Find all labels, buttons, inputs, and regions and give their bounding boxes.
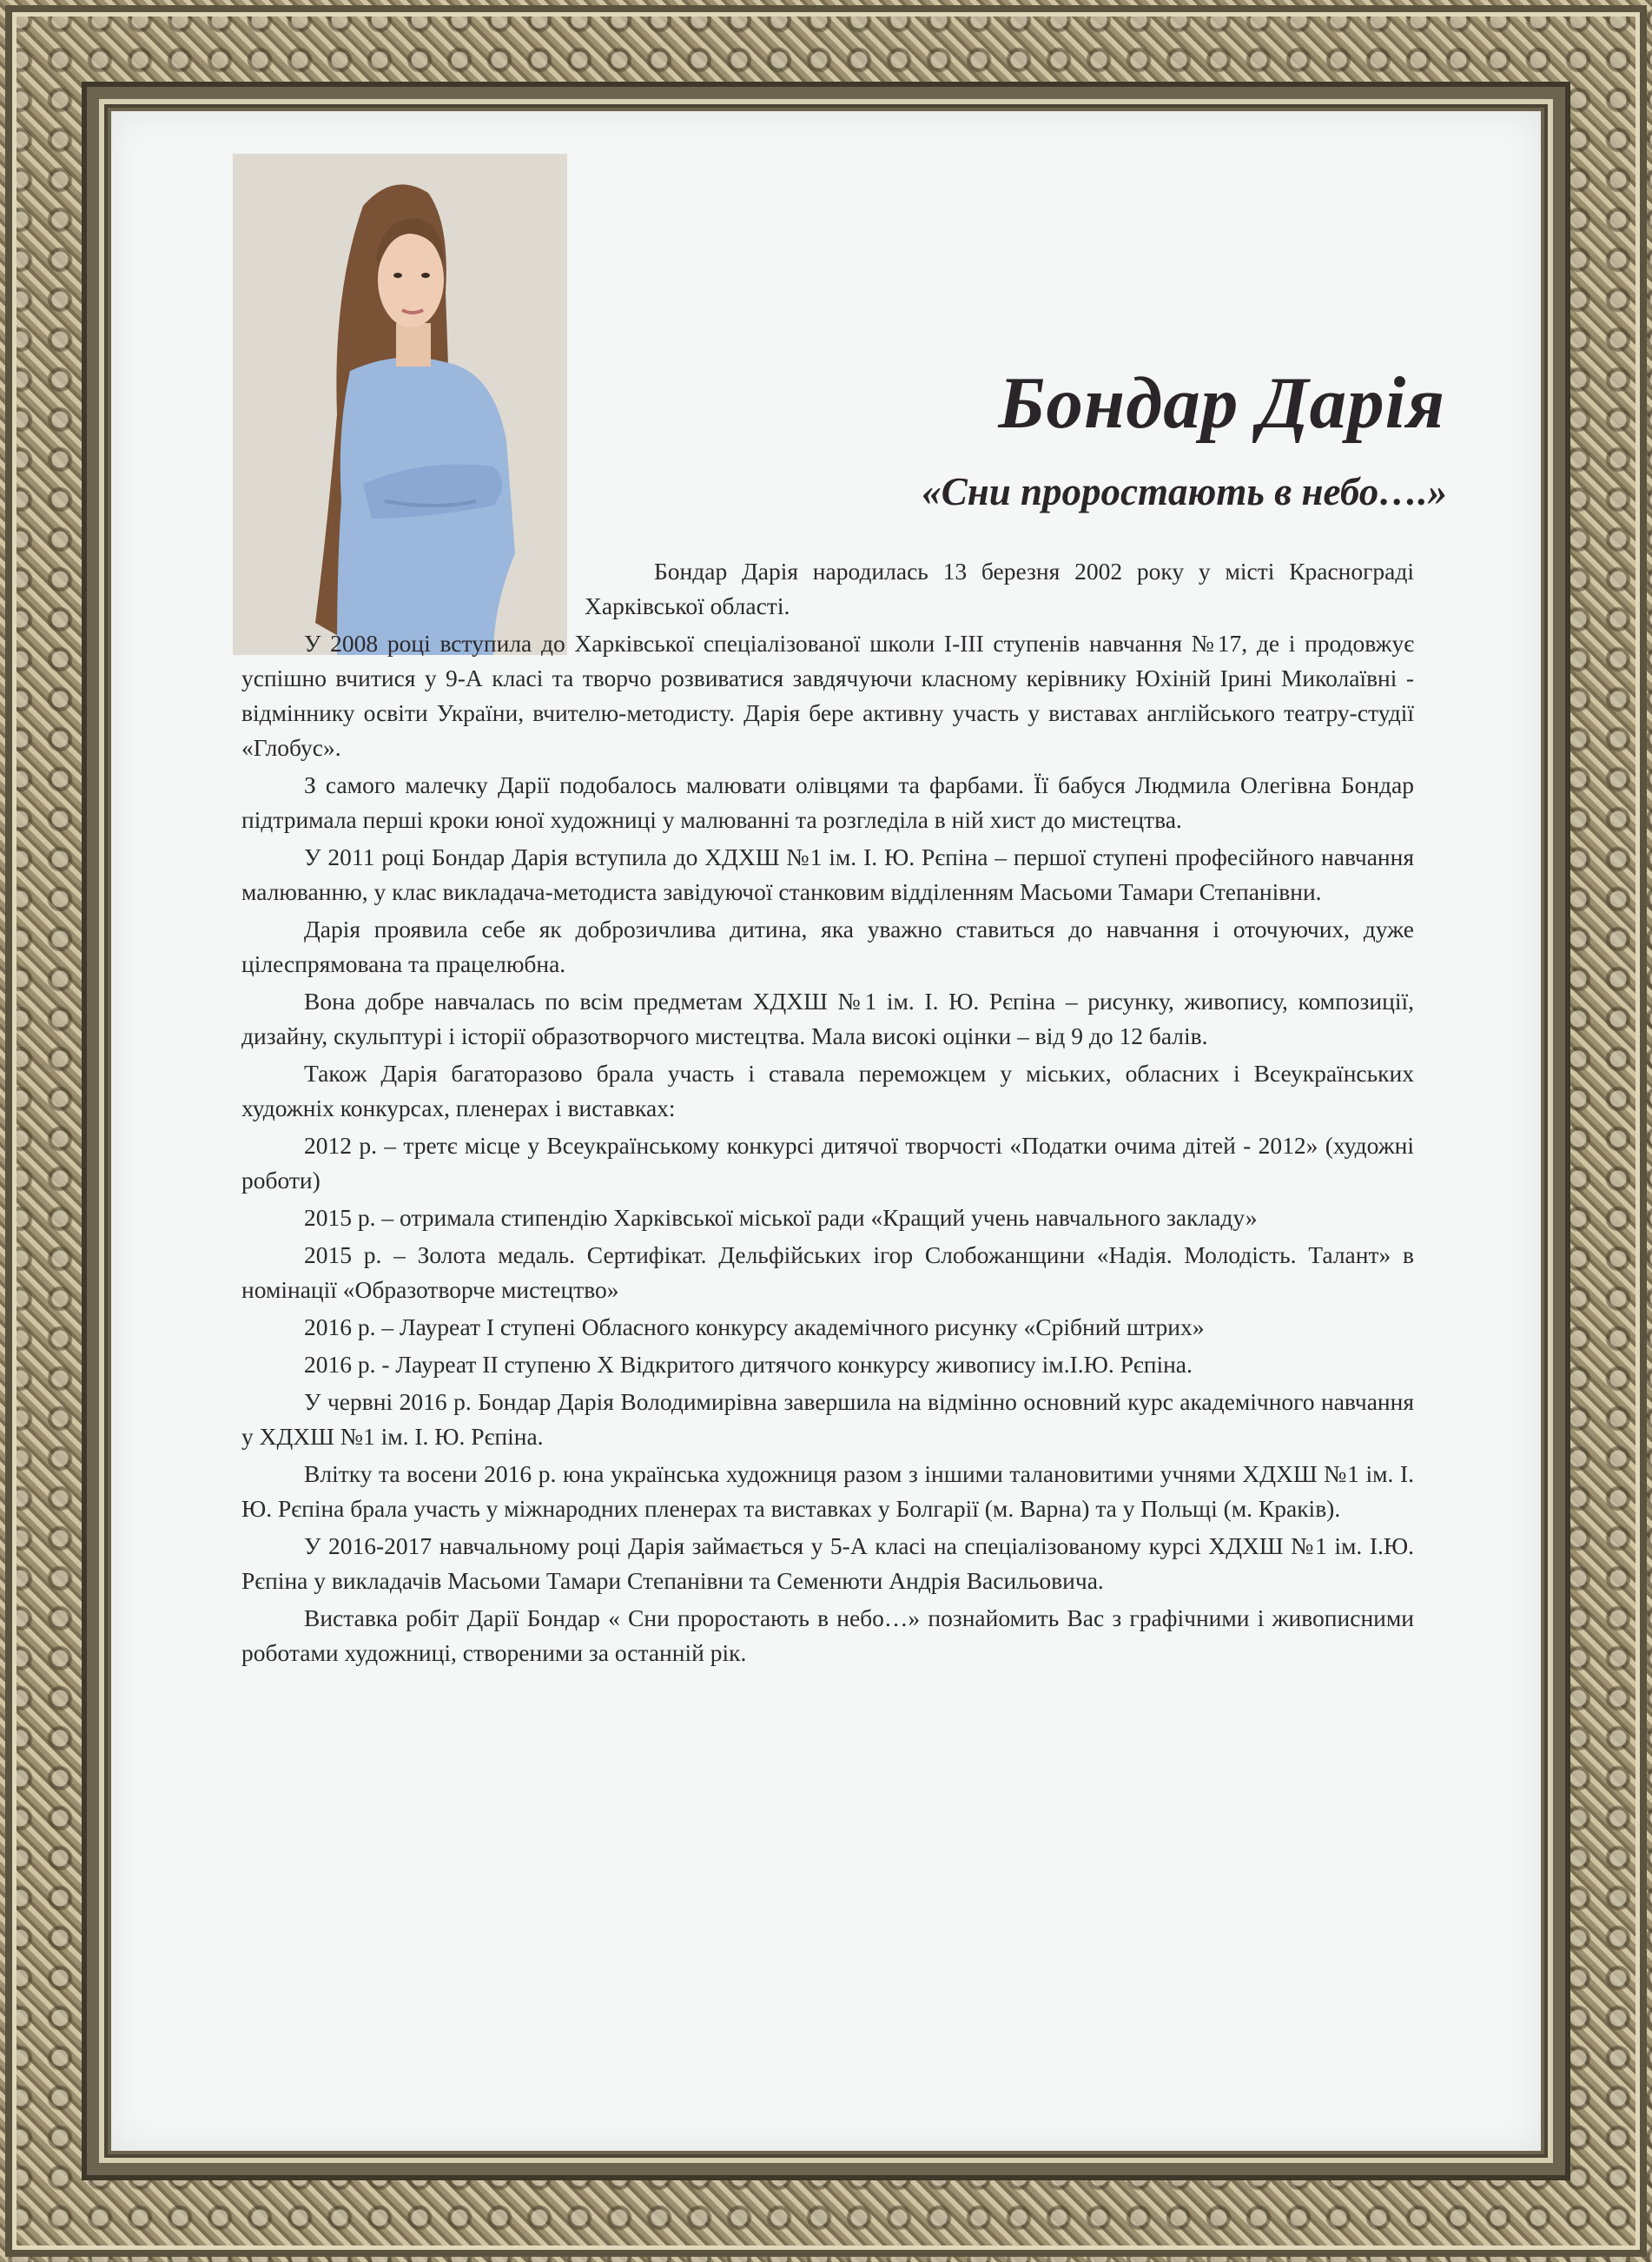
award-item: 2015 р. – отримала стипендію Харківської міської ради «Кращий учень навчального закладу» — [304, 1204, 1258, 1231]
award-item: 2015 р. – Золота медаль. Сертифікат. Дельфійських ігор Слобожанщини «Надія. Молодість. Талант» в номінації «Образотворче мистецтво» — [241, 1241, 1414, 1303]
paragraph-contests: Також Дарія багаторазово брала участь і ставала переможцем у міських, обласних і Всеукраїнських художніх конкурсах, пленерах і виставках: — [241, 1060, 1414, 1121]
paragraph-art-school: У 2011 році Бондар Дарія вступила до ХДХШ №1 ім. І. Ю. Рєпіна – першої ступені професійного навчання малюванню, у клас викладача-методиста завідуючої станковим відділенням Масьоми Тамари Степанівни. — [241, 843, 1414, 905]
award-item: 2016 р. – Лауреат І ступені Обласного конкурсу академічного рисунку «Срібний штрих» — [304, 1313, 1205, 1340]
biography-text — [241, 554, 1414, 1673]
paragraph-character: Дарія проявила себе як доброзичлива дитина, яка уважно ставиться до навчання і оточуючих, дуже цілеспрямована та працелюбна. — [241, 916, 1414, 977]
exhibition-title: «Сни проростають в небо….» — [922, 470, 1447, 513]
person-name-heading: Бондар Дарія — [998, 362, 1445, 444]
paragraph-plein-air: Влітку та восени 2016 р. юна українська художниця разом з іншими талановитими учнями ХДХШ №1 ім. І. Ю. Рєпіна брала участь у міжнародних пленерах та виставках у Болгарії (м. Варна) та у Польщі (м. Краків). — [241, 1460, 1414, 1522]
paragraph-current-year: У 2016-2017 навчальному році Дарія займається у 5-А класі на спеціалізованому курсі ХДХШ №1 ім. І.Ю. Рєпіна у викладачів Масьоми Тамари Степанівни та Семенюти Андрія Васильовича. — [241, 1532, 1414, 1594]
award-item: 2012 р. – третє місце у Всеукраїнському конкурсі дитячої творчості «Податки очима дітей - 2012» (художні роботи) — [241, 1132, 1414, 1194]
paragraph-childhood: З самого малечку Дарії подобалось малювати олівцями та фарбами. Її бабуся Людмила Олегівна Бондар підтримала перші кроки юної художниці у малюванні та розгледіла в ній хист до мистецтва. — [241, 771, 1414, 833]
paragraph-studies: Вона добре навчалась по всім предметам ХДХШ №1 ім. І. Ю. Рєпіна – рисунку, живопису, композиції, дизайну, скульптурі і історії образотворчого мистецтва. Мала високі оцінки – від 9 до 12 балів. — [241, 988, 1414, 1049]
award-item: 2016 р. - Лауреат ІІ ступеню Х Відкритого дитячого конкурсу живопису ім.І.Ю. Рєпіна. — [304, 1351, 1193, 1378]
paragraph-graduation: У червні 2016 р. Бондар Дарія Володимирівна завершила на відмінно основний курс академічного навчання у ХДХШ №1 ім. І. Ю. Рєпіна. — [241, 1388, 1414, 1450]
paragraph-exhibition: Виставка робіт Дарії Бондар « Сни проростають в небо…» познайомить Вас з графічними і живописними роботами художниці, створеними за останній рік. — [241, 1604, 1414, 1666]
paragraph-birth: Бондар Дарія народилась 13 березня 2002 року у місті Краснограді Харківської області. — [585, 558, 1414, 619]
paragraph-school: У 2008 році вступила до Харківської спеціалізованої школи І-ІІІ ступенів навчання №17, де і продовжує успішно вчитися у 9-А класі та творчо розвиватися завдячуючи класному керівнику Юхіній Ірині Миколаївні - відміннику освіти України, вчителю-методисту. Дарія бере активну участь у виставах англійського театру-студії «Глобус». — [241, 630, 1414, 761]
document-sheet — [111, 111, 1541, 2151]
